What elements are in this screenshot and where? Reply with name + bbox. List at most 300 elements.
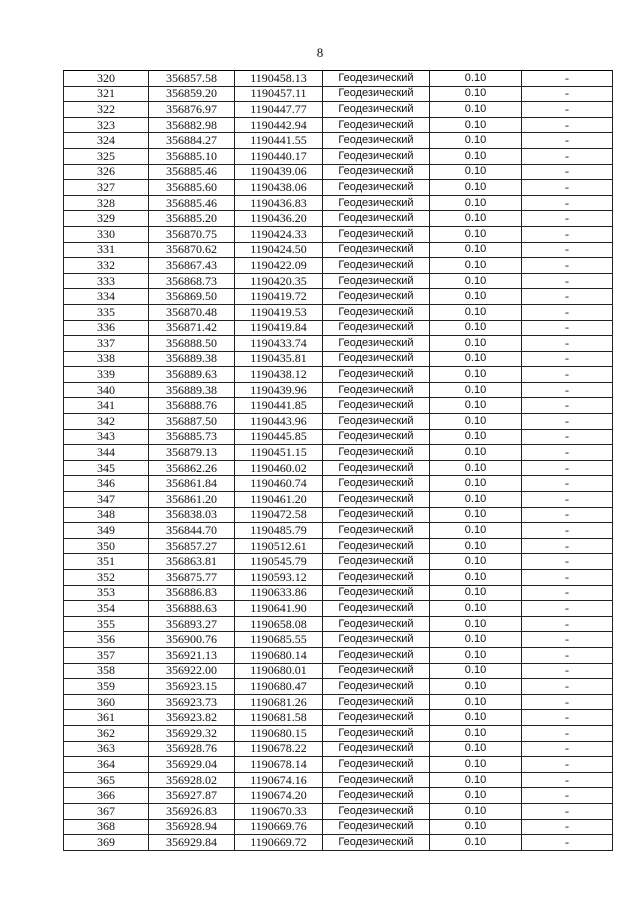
x-coordinate-cell: 356879.13: [149, 445, 235, 461]
description-cell: -: [522, 320, 613, 336]
description-cell: -: [522, 694, 613, 710]
point-number-cell: 367: [64, 803, 149, 819]
description-cell: -: [522, 148, 613, 164]
y-coordinate-cell: 1190443.96: [235, 414, 323, 430]
table-row: [64, 148, 613, 164]
point-number-cell: 353: [64, 585, 149, 601]
accuracy-cell: 0.10: [430, 585, 522, 601]
description-cell: -: [522, 242, 613, 258]
description-cell: -: [522, 164, 613, 180]
method-cell: Геодезический: [323, 835, 430, 851]
y-coordinate-cell: 1190439.96: [235, 382, 323, 398]
x-coordinate-cell: 356868.73: [149, 273, 235, 289]
accuracy-cell: 0.10: [430, 71, 522, 87]
point-number-cell: 354: [64, 601, 149, 617]
table-row: [64, 273, 613, 289]
x-coordinate-cell: 356859.20: [149, 86, 235, 102]
description-cell: -: [522, 226, 613, 242]
accuracy-cell: 0.10: [430, 538, 522, 554]
accuracy-cell: 0.10: [430, 601, 522, 617]
table-row: [64, 570, 613, 586]
y-coordinate-cell: 1190460.02: [235, 460, 323, 476]
accuracy-cell: 0.10: [430, 679, 522, 695]
point-number-cell: 362: [64, 725, 149, 741]
point-number-cell: 356: [64, 632, 149, 648]
point-number-cell: 340: [64, 382, 149, 398]
description-cell: -: [522, 336, 613, 352]
point-number-cell: 332: [64, 258, 149, 274]
y-coordinate-cell: 1190545.79: [235, 554, 323, 570]
table-row: [64, 211, 613, 227]
method-cell: Геодезический: [323, 304, 430, 320]
method-cell: Геодезический: [323, 570, 430, 586]
accuracy-cell: 0.10: [430, 835, 522, 851]
accuracy-cell: 0.10: [430, 663, 522, 679]
description-cell: -: [522, 538, 613, 554]
method-cell: Геодезический: [323, 632, 430, 648]
accuracy-cell: 0.10: [430, 757, 522, 773]
point-number-cell: 333: [64, 273, 149, 289]
x-coordinate-cell: 356923.73: [149, 694, 235, 710]
y-coordinate-cell: 1190451.15: [235, 445, 323, 461]
x-coordinate-cell: 356888.50: [149, 336, 235, 352]
point-number-cell: 331: [64, 242, 149, 258]
table-row: [64, 835, 613, 851]
point-number-cell: 344: [64, 445, 149, 461]
x-coordinate-cell: 356838.03: [149, 507, 235, 523]
y-coordinate-cell: 1190485.79: [235, 523, 323, 539]
x-coordinate-cell: 356861.20: [149, 492, 235, 508]
table-row: [64, 226, 613, 242]
x-coordinate-cell: 356929.32: [149, 725, 235, 741]
point-number-cell: 368: [64, 819, 149, 835]
y-coordinate-cell: 1190633.86: [235, 585, 323, 601]
accuracy-cell: 0.10: [430, 554, 522, 570]
y-coordinate-cell: 1190457.11: [235, 86, 323, 102]
description-cell: -: [522, 117, 613, 133]
point-number-cell: 363: [64, 741, 149, 757]
x-coordinate-cell: 356884.27: [149, 133, 235, 149]
y-coordinate-cell: 1190678.22: [235, 741, 323, 757]
y-coordinate-cell: 1190674.20: [235, 788, 323, 804]
point-number-cell: 364: [64, 757, 149, 773]
x-coordinate-cell: 356867.43: [149, 258, 235, 274]
y-coordinate-cell: 1190458.13: [235, 71, 323, 87]
point-number-cell: 355: [64, 616, 149, 632]
point-number-cell: 321: [64, 86, 149, 102]
method-cell: Геодезический: [323, 226, 430, 242]
accuracy-cell: 0.10: [430, 289, 522, 305]
method-cell: Геодезический: [323, 351, 430, 367]
y-coordinate-cell: 1190419.53: [235, 304, 323, 320]
method-cell: Геодезический: [323, 679, 430, 695]
point-number-cell: 349: [64, 523, 149, 539]
method-cell: Геодезический: [323, 382, 430, 398]
description-cell: -: [522, 398, 613, 414]
table-row: [64, 679, 613, 695]
table-row: [64, 585, 613, 601]
method-cell: Геодезический: [323, 476, 430, 492]
y-coordinate-cell: 1190674.16: [235, 772, 323, 788]
x-coordinate-cell: 356888.63: [149, 601, 235, 617]
point-number-cell: 346: [64, 476, 149, 492]
table-row: [64, 757, 613, 773]
point-number-cell: 347: [64, 492, 149, 508]
method-cell: Геодезический: [323, 819, 430, 835]
method-cell: Геодезический: [323, 725, 430, 741]
x-coordinate-cell: 356927.87: [149, 788, 235, 804]
method-cell: Геодезический: [323, 616, 430, 632]
method-cell: Геодезический: [323, 211, 430, 227]
x-coordinate-cell: 356887.50: [149, 414, 235, 430]
table-row: [64, 772, 613, 788]
point-number-cell: 357: [64, 647, 149, 663]
y-coordinate-cell: 1190441.55: [235, 133, 323, 149]
y-coordinate-cell: 1190669.76: [235, 819, 323, 835]
table-row: [64, 86, 613, 102]
x-coordinate-cell: 356870.62: [149, 242, 235, 258]
table-row: [64, 710, 613, 726]
x-coordinate-cell: 356921.13: [149, 647, 235, 663]
x-coordinate-cell: 356885.20: [149, 211, 235, 227]
point-number-cell: 336: [64, 320, 149, 336]
method-cell: Геодезический: [323, 585, 430, 601]
table-row: [64, 117, 613, 133]
point-number-cell: 366: [64, 788, 149, 804]
method-cell: Геодезический: [323, 647, 430, 663]
x-coordinate-cell: 356885.10: [149, 148, 235, 164]
x-coordinate-cell: 356870.48: [149, 304, 235, 320]
y-coordinate-cell: 1190461.20: [235, 492, 323, 508]
table-row: [64, 164, 613, 180]
y-coordinate-cell: 1190680.01: [235, 663, 323, 679]
table-row: [64, 803, 613, 819]
description-cell: -: [522, 133, 613, 149]
method-cell: Геодезический: [323, 523, 430, 539]
y-coordinate-cell: 1190681.26: [235, 694, 323, 710]
accuracy-cell: 0.10: [430, 819, 522, 835]
accuracy-cell: 0.10: [430, 570, 522, 586]
point-number-cell: 334: [64, 289, 149, 305]
method-cell: Геодезический: [323, 803, 430, 819]
method-cell: Геодезический: [323, 601, 430, 617]
accuracy-cell: 0.10: [430, 632, 522, 648]
method-cell: Геодезический: [323, 710, 430, 726]
accuracy-cell: 0.10: [430, 164, 522, 180]
accuracy-cell: 0.10: [430, 242, 522, 258]
description-cell: -: [522, 507, 613, 523]
x-coordinate-cell: 356889.38: [149, 351, 235, 367]
description-cell: -: [522, 819, 613, 835]
y-coordinate-cell: 1190419.84: [235, 320, 323, 336]
x-coordinate-cell: 356870.75: [149, 226, 235, 242]
table-row: [64, 304, 613, 320]
point-number-cell: 345: [64, 460, 149, 476]
method-cell: Геодезический: [323, 398, 430, 414]
description-cell: -: [522, 663, 613, 679]
accuracy-cell: 0.10: [430, 647, 522, 663]
table-row: [64, 414, 613, 430]
description-cell: -: [522, 195, 613, 211]
method-cell: Геодезический: [323, 663, 430, 679]
table-row: [64, 741, 613, 757]
method-cell: Геодезический: [323, 741, 430, 757]
y-coordinate-cell: 1190420.35: [235, 273, 323, 289]
x-coordinate-cell: 356929.84: [149, 835, 235, 851]
table-row: [64, 694, 613, 710]
description-cell: -: [522, 273, 613, 289]
accuracy-cell: 0.10: [430, 351, 522, 367]
accuracy-cell: 0.10: [430, 273, 522, 289]
description-cell: -: [522, 570, 613, 586]
accuracy-cell: 0.10: [430, 180, 522, 196]
table-row: [64, 819, 613, 835]
point-number-cell: 322: [64, 102, 149, 118]
table-row: [64, 133, 613, 149]
description-cell: -: [522, 492, 613, 508]
y-coordinate-cell: 1190670.33: [235, 803, 323, 819]
method-cell: Геодезический: [323, 273, 430, 289]
x-coordinate-cell: 356900.76: [149, 632, 235, 648]
description-cell: -: [522, 647, 613, 663]
description-cell: -: [522, 772, 613, 788]
description-cell: -: [522, 523, 613, 539]
point-number-cell: 323: [64, 117, 149, 133]
description-cell: -: [522, 211, 613, 227]
y-coordinate-cell: 1190447.77: [235, 102, 323, 118]
table-row: [64, 180, 613, 196]
x-coordinate-cell: 356882.98: [149, 117, 235, 133]
accuracy-cell: 0.10: [430, 523, 522, 539]
y-coordinate-cell: 1190669.72: [235, 835, 323, 851]
description-cell: -: [522, 476, 613, 492]
y-coordinate-cell: 1190439.06: [235, 164, 323, 180]
description-cell: -: [522, 601, 613, 617]
x-coordinate-cell: 356844.70: [149, 523, 235, 539]
y-coordinate-cell: 1190445.85: [235, 429, 323, 445]
accuracy-cell: 0.10: [430, 86, 522, 102]
y-coordinate-cell: 1190433.74: [235, 336, 323, 352]
point-number-cell: 342: [64, 414, 149, 430]
accuracy-cell: 0.10: [430, 507, 522, 523]
table-row: [64, 195, 613, 211]
point-number-cell: 359: [64, 679, 149, 695]
method-cell: Геодезический: [323, 242, 430, 258]
description-cell: -: [522, 304, 613, 320]
accuracy-cell: 0.10: [430, 710, 522, 726]
accuracy-cell: 0.10: [430, 367, 522, 383]
x-coordinate-cell: 356857.27: [149, 538, 235, 554]
accuracy-cell: 0.10: [430, 476, 522, 492]
table-row: [64, 492, 613, 508]
description-cell: -: [522, 460, 613, 476]
y-coordinate-cell: 1190680.15: [235, 725, 323, 741]
point-number-cell: 325: [64, 148, 149, 164]
table-row: [64, 538, 613, 554]
y-coordinate-cell: 1190435.81: [235, 351, 323, 367]
description-cell: -: [522, 351, 613, 367]
method-cell: Геодезический: [323, 429, 430, 445]
accuracy-cell: 0.10: [430, 398, 522, 414]
x-coordinate-cell: 356889.38: [149, 382, 235, 398]
x-coordinate-cell: 356863.81: [149, 554, 235, 570]
accuracy-cell: 0.10: [430, 803, 522, 819]
y-coordinate-cell: 1190472.58: [235, 507, 323, 523]
description-cell: -: [522, 632, 613, 648]
y-coordinate-cell: 1190436.83: [235, 195, 323, 211]
table-row: [64, 663, 613, 679]
coordinates-table-body: [64, 71, 613, 851]
point-number-cell: 350: [64, 538, 149, 554]
accuracy-cell: 0.10: [430, 382, 522, 398]
table-row: [64, 601, 613, 617]
method-cell: Геодезический: [323, 258, 430, 274]
y-coordinate-cell: 1190422.09: [235, 258, 323, 274]
x-coordinate-cell: 356893.27: [149, 616, 235, 632]
accuracy-cell: 0.10: [430, 211, 522, 227]
table-row: [64, 351, 613, 367]
method-cell: Геодезический: [323, 414, 430, 430]
x-coordinate-cell: 356929.04: [149, 757, 235, 773]
x-coordinate-cell: 356886.83: [149, 585, 235, 601]
y-coordinate-cell: 1190680.14: [235, 647, 323, 663]
description-cell: -: [522, 585, 613, 601]
description-cell: -: [522, 679, 613, 695]
y-coordinate-cell: 1190658.08: [235, 616, 323, 632]
table-row: [64, 289, 613, 305]
table-row: [64, 632, 613, 648]
point-number-cell: 326: [64, 164, 149, 180]
accuracy-cell: 0.10: [430, 336, 522, 352]
y-coordinate-cell: 1190438.12: [235, 367, 323, 383]
y-coordinate-cell: 1190680.47: [235, 679, 323, 695]
table-row: [64, 523, 613, 539]
x-coordinate-cell: 356861.84: [149, 476, 235, 492]
description-cell: -: [522, 835, 613, 851]
table-row: [64, 367, 613, 383]
accuracy-cell: 0.10: [430, 741, 522, 757]
description-cell: -: [522, 258, 613, 274]
x-coordinate-cell: 356926.83: [149, 803, 235, 819]
point-number-cell: 358: [64, 663, 149, 679]
x-coordinate-cell: 356889.63: [149, 367, 235, 383]
accuracy-cell: 0.10: [430, 616, 522, 632]
table-row: [64, 258, 613, 274]
accuracy-cell: 0.10: [430, 226, 522, 242]
point-number-cell: 335: [64, 304, 149, 320]
method-cell: Геодезический: [323, 554, 430, 570]
description-cell: -: [522, 554, 613, 570]
description-cell: -: [522, 86, 613, 102]
accuracy-cell: 0.10: [430, 445, 522, 461]
table-row: [64, 616, 613, 632]
point-number-cell: 324: [64, 133, 149, 149]
description-cell: -: [522, 289, 613, 305]
table-row: [64, 71, 613, 87]
method-cell: Геодезический: [323, 133, 430, 149]
method-cell: Геодезический: [323, 320, 430, 336]
point-number-cell: 327: [64, 180, 149, 196]
accuracy-cell: 0.10: [430, 788, 522, 804]
method-cell: Геодезический: [323, 445, 430, 461]
point-number-cell: 329: [64, 211, 149, 227]
y-coordinate-cell: 1190436.20: [235, 211, 323, 227]
x-coordinate-cell: 356857.58: [149, 71, 235, 87]
description-cell: -: [522, 445, 613, 461]
x-coordinate-cell: 356885.46: [149, 164, 235, 180]
x-coordinate-cell: 356862.26: [149, 460, 235, 476]
method-cell: Геодезический: [323, 772, 430, 788]
accuracy-cell: 0.10: [430, 414, 522, 430]
point-number-cell: 360: [64, 694, 149, 710]
coordinates-table: [63, 70, 613, 851]
y-coordinate-cell: 1190593.12: [235, 570, 323, 586]
point-number-cell: 338: [64, 351, 149, 367]
x-coordinate-cell: 356923.15: [149, 679, 235, 695]
accuracy-cell: 0.10: [430, 460, 522, 476]
description-cell: -: [522, 382, 613, 398]
accuracy-cell: 0.10: [430, 258, 522, 274]
description-cell: -: [522, 616, 613, 632]
accuracy-cell: 0.10: [430, 102, 522, 118]
y-coordinate-cell: 1190641.90: [235, 601, 323, 617]
accuracy-cell: 0.10: [430, 492, 522, 508]
table-row: [64, 788, 613, 804]
y-coordinate-cell: 1190512.61: [235, 538, 323, 554]
x-coordinate-cell: 356928.76: [149, 741, 235, 757]
x-coordinate-cell: 356876.97: [149, 102, 235, 118]
method-cell: Геодезический: [323, 460, 430, 476]
method-cell: Геодезический: [323, 507, 430, 523]
description-cell: -: [522, 710, 613, 726]
description-cell: -: [522, 725, 613, 741]
method-cell: Геодезический: [323, 102, 430, 118]
x-coordinate-cell: 356928.02: [149, 772, 235, 788]
method-cell: Геодезический: [323, 538, 430, 554]
accuracy-cell: 0.10: [430, 772, 522, 788]
x-coordinate-cell: 356922.00: [149, 663, 235, 679]
method-cell: Геодезический: [323, 336, 430, 352]
accuracy-cell: 0.10: [430, 195, 522, 211]
method-cell: Геодезический: [323, 289, 430, 305]
method-cell: Геодезический: [323, 86, 430, 102]
method-cell: Геодезический: [323, 148, 430, 164]
accuracy-cell: 0.10: [430, 133, 522, 149]
point-number-cell: 341: [64, 398, 149, 414]
point-number-cell: 352: [64, 570, 149, 586]
table-row: [64, 102, 613, 118]
table-row: [64, 460, 613, 476]
accuracy-cell: 0.10: [430, 725, 522, 741]
y-coordinate-cell: 1190681.58: [235, 710, 323, 726]
accuracy-cell: 0.10: [430, 148, 522, 164]
description-cell: -: [522, 180, 613, 196]
y-coordinate-cell: 1190441.85: [235, 398, 323, 414]
point-number-cell: 361: [64, 710, 149, 726]
description-cell: -: [522, 803, 613, 819]
point-number-cell: 330: [64, 226, 149, 242]
accuracy-cell: 0.10: [430, 694, 522, 710]
page-number: 8: [316, 45, 324, 60]
method-cell: Геодезический: [323, 367, 430, 383]
y-coordinate-cell: 1190424.50: [235, 242, 323, 258]
point-number-cell: 365: [64, 772, 149, 788]
x-coordinate-cell: 356928.94: [149, 819, 235, 835]
x-coordinate-cell: 356885.60: [149, 180, 235, 196]
description-cell: -: [522, 741, 613, 757]
method-cell: Геодезический: [323, 757, 430, 773]
table-row: [64, 429, 613, 445]
